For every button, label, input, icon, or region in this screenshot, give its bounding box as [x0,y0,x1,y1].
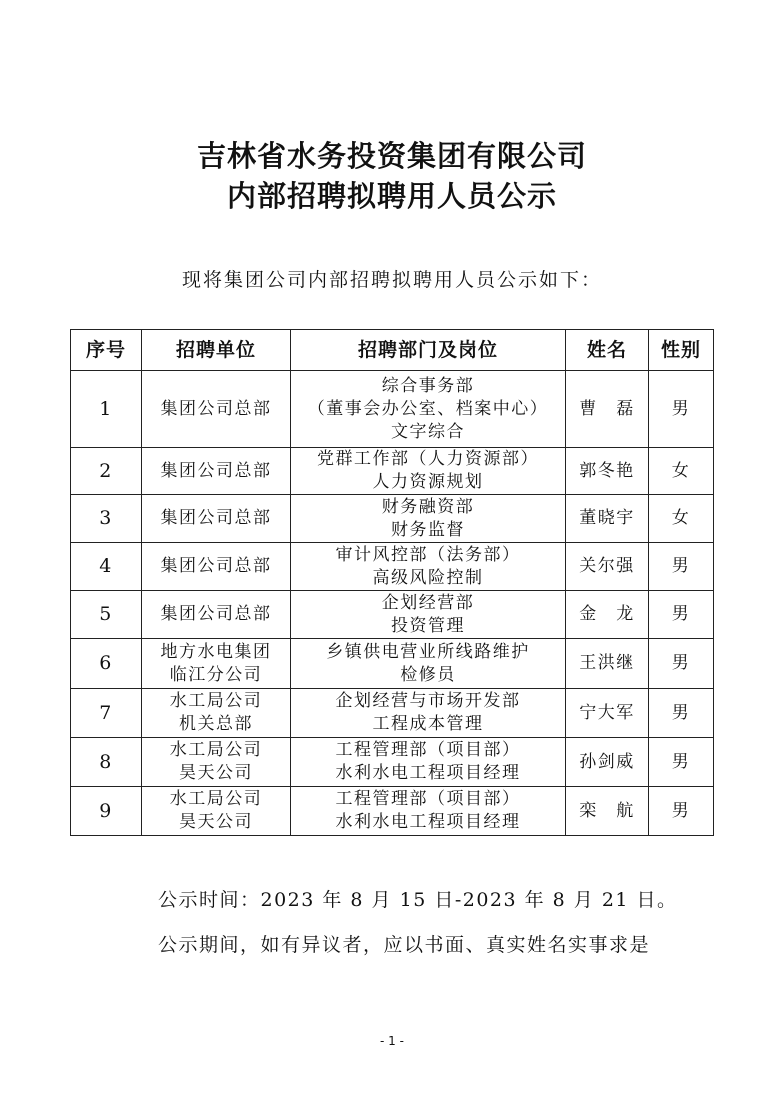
cell-position [291,495,566,543]
cell-unit [142,371,291,448]
cell-position-line: 文字综合 [391,421,465,442]
cell-name: 王洪继 [566,639,649,689]
cell-no: 7 [71,689,142,738]
cell-name: 董晓宇 [566,495,649,543]
cell-position-line: （董事会办公室、档案中心） [307,398,549,419]
cell-gender: 男 [649,639,714,689]
cell-position-line: 企划经营部 [381,592,475,613]
cell-position [291,639,566,689]
cell-no: 5 [71,591,142,639]
cell-position-line: 党群工作部（人力资源部） [317,449,539,469]
header-no: 序号 [71,330,142,371]
cell-position-line: 工程管理部（项目部） [335,789,521,809]
table-row [71,639,714,689]
publicity-period: 公示时间：2023 年 8 月 15 日-2023 年 8 月 21 日。 [158,889,678,911]
cell-unit-line: 集团公司总部 [160,508,272,528]
cell-unit [142,689,291,738]
table-row [71,738,714,787]
cell-unit [142,738,291,787]
cell-unit [142,543,291,591]
cell-position-line: 投资管理 [391,615,465,636]
cell-position [291,448,566,495]
cell-position [291,738,566,787]
objection-notice: 公示期间，如有异议者，应以书面、真实姓名实事求是 [158,934,651,956]
cell-gender: 男 [649,591,714,639]
cell-unit [142,591,291,639]
cell-unit-line: 集团公司总部 [160,398,272,419]
personnel-table [70,329,714,836]
cell-unit-line: 昊天公司 [179,812,253,832]
cell-position-line: 财务融资部 [381,496,475,517]
cell-no: 2 [71,448,142,495]
cell-unit-line: 地方水电集团 [160,641,272,662]
cell-unit [142,448,291,495]
cell-position-line: 水利水电工程项目经理 [335,763,521,783]
table-row [71,448,714,495]
cell-gender: 男 [649,738,714,787]
cell-unit [142,639,291,689]
cell-position-line: 检修员 [400,664,456,685]
cell-position-line: 乡镇供电营业所线路维护 [326,641,530,662]
cell-unit-line: 水工局公司 [169,740,263,760]
cell-no: 1 [71,371,142,448]
table-row [71,689,714,738]
cell-name: 栾 航 [566,787,649,836]
cell-unit-line: 水工局公司 [169,789,263,809]
cell-no: 8 [71,738,142,787]
cell-position-line: 企划经营与市场开发部 [335,691,521,711]
table-row [71,495,714,543]
title-line-1: 吉林省水务投资集团有限公司 [196,139,587,173]
cell-unit-line: 昊天公司 [179,763,253,783]
cell-position-line: 高级风险控制 [372,567,484,588]
cell-position-line: 工程管理部（项目部） [335,740,521,760]
cell-unit-line: 集团公司总部 [160,604,272,624]
cell-position [291,371,566,448]
cell-gender: 女 [649,448,714,495]
cell-gender: 女 [649,495,714,543]
header-unit: 招聘单位 [142,330,291,371]
cell-name: 金 龙 [566,591,649,639]
cell-no: 3 [71,495,142,543]
cell-gender: 男 [649,787,714,836]
cell-gender: 男 [649,371,714,448]
cell-unit-line: 水工局公司 [169,691,263,711]
cell-unit-line: 集团公司总部 [160,460,272,481]
table-row [71,591,714,639]
cell-position-line: 财务监督 [391,519,465,540]
cell-name: 曹 磊 [566,371,649,448]
intro-text: 现将集团公司内部招聘拟聘用人员公示如下： [181,269,602,291]
cell-position [291,543,566,591]
cell-gender: 男 [649,543,714,591]
cell-name: 郭冬艳 [566,448,649,495]
page-number: - 1 - [380,1034,404,1048]
cell-unit-line: 集团公司总部 [160,556,272,576]
cell-gender: 男 [649,689,714,738]
cell-unit-line: 临江分公司 [169,664,263,685]
cell-position-line: 水利水电工程项目经理 [335,812,521,832]
cell-no: 6 [71,639,142,689]
cell-position [291,591,566,639]
table-header-row [71,330,714,371]
table-row [71,787,714,836]
cell-position [291,689,566,738]
header-position: 招聘部门及岗位 [291,330,566,371]
cell-unit [142,495,291,543]
cell-position-line: 综合事务部 [381,375,475,396]
cell-name: 关尔强 [566,543,649,591]
cell-position-line: 工程成本管理 [372,714,484,734]
cell-position-line: 人力资源规划 [372,472,484,492]
table-row [71,371,714,448]
title-line-2: 内部招聘拟聘用人员公示 [226,179,557,213]
header-gender: 性别 [649,330,714,371]
cell-unit-line: 机关总部 [179,714,253,734]
cell-position-line: 审计风控部（法务部） [335,544,521,565]
cell-position [291,787,566,836]
header-name: 姓名 [566,330,649,371]
cell-no: 4 [71,543,142,591]
cell-unit [142,787,291,836]
cell-name: 宁大军 [566,689,649,738]
cell-name: 孙剑威 [566,738,649,787]
table-row [71,543,714,591]
cell-no: 9 [71,787,142,836]
